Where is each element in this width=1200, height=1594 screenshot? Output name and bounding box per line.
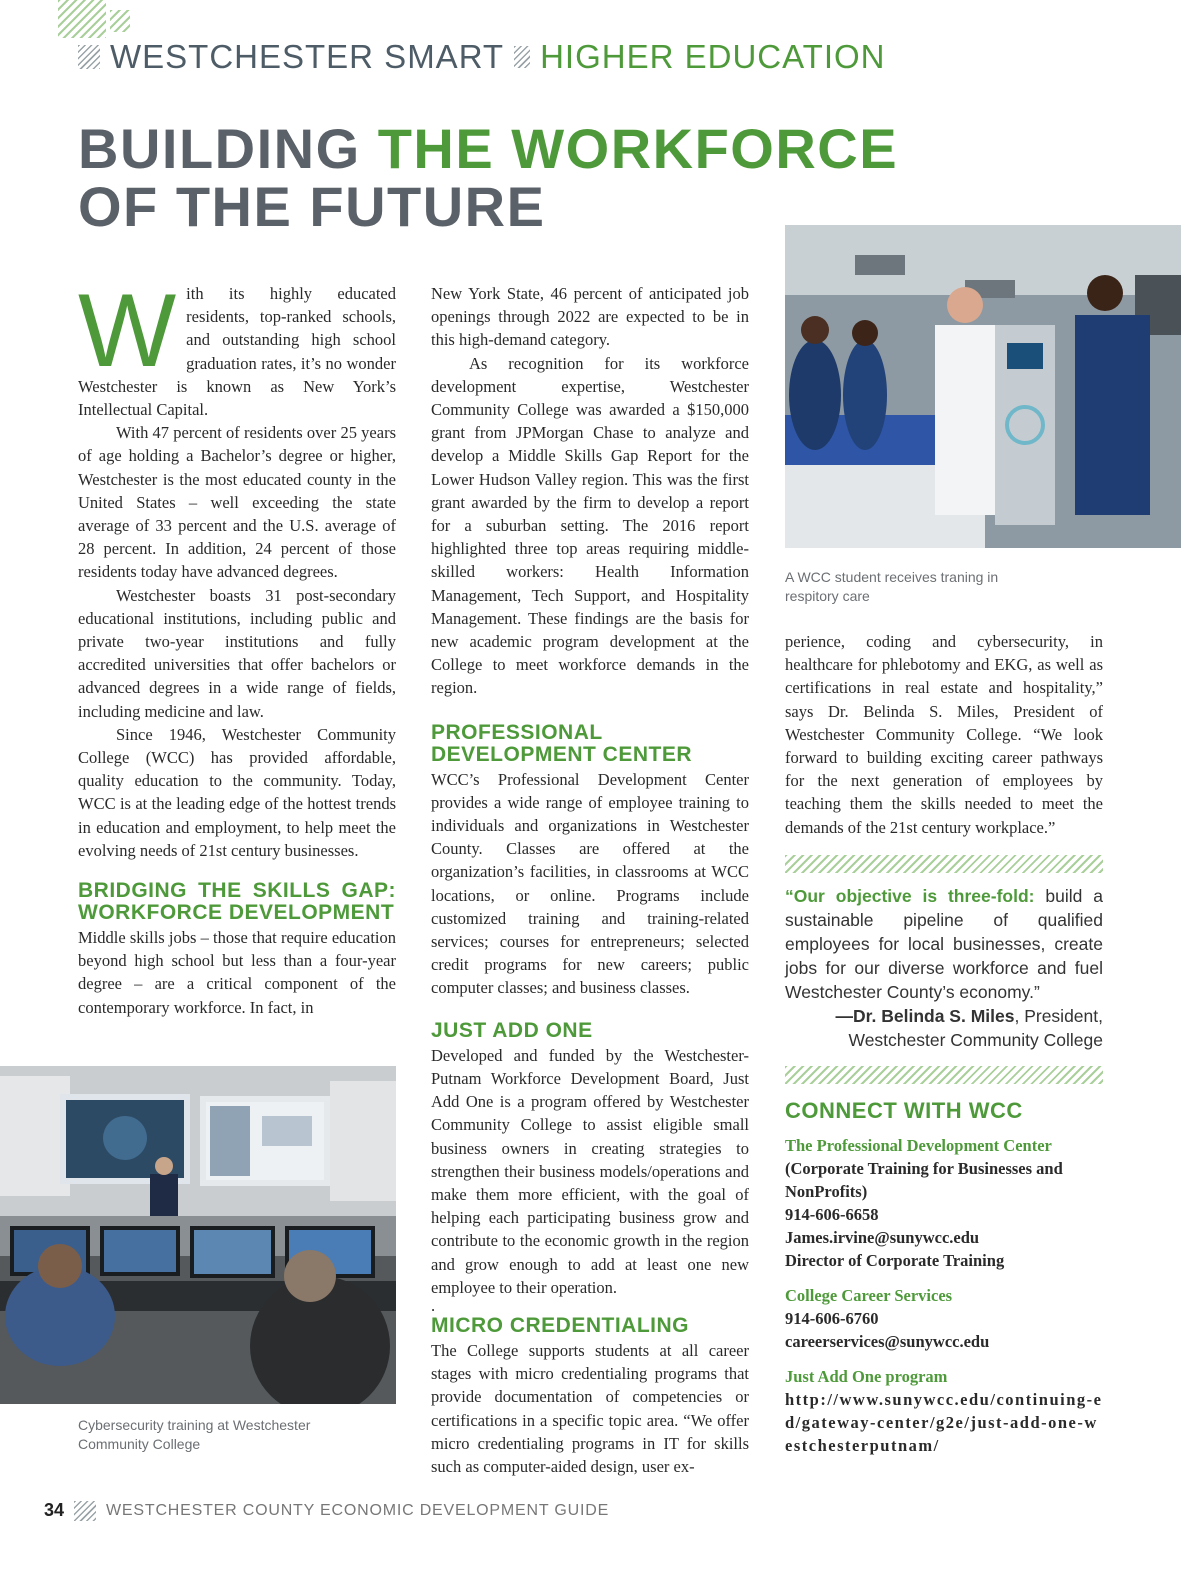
divider-hatch	[785, 1066, 1103, 1084]
header-hatch-icon	[78, 45, 100, 69]
header-right: HIGHER EDUCATION	[540, 38, 886, 75]
title-part3: OF THE FUTURE	[78, 175, 546, 238]
paragraph: perience, coding and cybersecurity, in healthcare for phlebotomy and EKG, as well as certifications in real estate and hospitality,” says Dr. Belinda S. Miles, President of Westchester Community College. “We look forward to building exciting career pathways for the next generation of employees by teaching them the skills needed to meet the demands of the 21st century workplace.”	[785, 632, 1103, 837]
contact-line: (Corporate Training for Businesses and NonProfits)	[785, 1159, 1063, 1201]
footer-separator-icon	[74, 1501, 96, 1521]
header-left: WESTCHESTER SMART	[110, 38, 505, 75]
hospital-photo-illustration	[785, 225, 1181, 548]
contact-phone[interactable]: 914-606-6760	[785, 1309, 879, 1328]
quote-text: build a sustainable pipeline of qualified employees for local businesses, create jobs for our diverse workforce and fuel Westchester County’s economy.”	[785, 886, 1103, 1002]
pull-quote	[785, 884, 1103, 1052]
contact-group-name: Just Add One program	[785, 1367, 948, 1386]
contact-group	[785, 1134, 1115, 1272]
page-number: 34	[44, 1500, 65, 1520]
title-part2: THE WORKFORCE	[377, 117, 899, 180]
title-part1: BUILDING	[78, 117, 378, 180]
contact-email[interactable]: James.irvine@sunywcc.edu	[785, 1228, 980, 1247]
footer-text: WESTCHESTER COUNTY ECONOMIC DEVELOPMENT GUIDE	[106, 1501, 610, 1519]
caption-respiratory-care: A WCC student receives traning in respitory care	[785, 569, 999, 604]
paragraph: As recognition for its workforce development expertise, Westchester Community College was awarded a $150,000 grant from JPMorgan Chase to analyze and develop a Middle Skills Gap Report for the Lower Hudson Valley region. This was the first grant awarded by the firm to develop a report for a suburban setting. The 2016 report highlighted three top areas requiring middle-skilled workers: Health Information Management, Tech Support, and Hospitality Management. These findings are the basis for new academic program development at the College to meet workforce demands in the region.	[431, 353, 749, 698]
contact-phone[interactable]: 914-606-6658	[785, 1205, 879, 1224]
contact-url-link[interactable]: http://www.sunywcc.edu/continuing-ed/gateway-center/g2e/just-add-one-westchesterputnam/	[785, 1390, 1103, 1455]
connect-section	[785, 1098, 1115, 1469]
paragraph: Developed and funded by the Westchester-Putnam Workforce Development Board, Just Add One is a program offered by Westchester Community College to assist eligible small business owners in creating strategies to strengthen their business models/operations and make them more efficient, with the goal of helping each participating business grow and contribute to the economic growth in the region and grow enough to add at least one new employee to their operation.	[431, 1045, 749, 1297]
heading-professional-development: PROFESSIONAL DEVELOPMENT CENTER	[431, 720, 693, 766]
photo-cybersecurity-training	[0, 1066, 396, 1404]
contact-line: Director of Corporate Training	[785, 1251, 1005, 1270]
quote-lead: “Our objective is three-fold:	[785, 886, 1035, 906]
heading-bridging: BRIDGING THE SKILLS GAP: WORKFORCE DEVELOPMENT	[78, 879, 396, 925]
intro-paragraph	[78, 273, 396, 421]
paragraph: The College supports students at all career stages with micro credentialing programs that provide documentation of competencies or certifications in a specific topic area. “We offer micro credentialing programs in IT for skills such as computer-aided design, user ex-	[431, 1340, 749, 1476]
paragraph: With 47 percent of residents over 25 years of age holding a Bachelor’s degree or higher, Westchester is the most educated county in the United States – well exceeding the state average of 33 percent and the U.S. average of 28 percent. In addition, 24 percent of those residents today have advanced degrees.	[78, 423, 396, 582]
drop-cap: W	[78, 273, 177, 389]
paragraph: Since 1946, Westchester Community College (WCC) has provided affordable, quality education to the community. Today, WCC is at the leading edge of the hottest trends in education and employment, to help meet the evolving needs of 21st century businesses.	[78, 724, 396, 860]
contact-group	[785, 1284, 1115, 1353]
quote-author-role: , President,	[1014, 1006, 1103, 1026]
contact-group-name: College Career Services	[785, 1286, 953, 1305]
heading-just-add-one: JUST ADD ONE	[431, 1018, 593, 1042]
contact-group-name: The Professional Development Center	[785, 1136, 1052, 1155]
heading-micro-credentialing: MICRO CREDENTIALING	[431, 1313, 689, 1337]
quote-attribution	[785, 1004, 1103, 1028]
paragraph: WCC’s Professional Development Center provides a wide range of employee training to individuals and organizations in Westchester County. Classes are offered at the organization’s facilities, in classrooms at WCC locations, or online. Programs include customized training and training-related services; courses for entrepreneurs; selected credit programs for new careers; public computer classes; and business classes.	[431, 769, 749, 998]
page-footer	[44, 1500, 609, 1521]
corner-hatch-decoration-small	[110, 10, 130, 32]
quote-author: —Dr. Belinda S. Miles	[835, 1006, 1015, 1026]
section-header	[78, 38, 886, 76]
column-1	[78, 273, 396, 1019]
intro-text: ith its highly educated residents, top-ranked schools, and outstanding high school graduation rates, it’s no wonder Westchester is known as New York’s Intellectual Capital.	[78, 284, 396, 420]
quote-author-org: Westchester Community College	[848, 1030, 1103, 1050]
paragraph: New York State, 46 percent of anticipated job openings through 2022 are expected to be in this high-demand category.	[431, 284, 749, 350]
header-separator-icon	[514, 46, 530, 68]
caption-cybersecurity: Cybersecurity training at Westchester Community College	[78, 1417, 311, 1452]
divider-hatch	[785, 855, 1103, 873]
contact-group	[785, 1365, 1115, 1457]
paragraph: Westchester boasts 31 post-secondary educational institutions, including public and private two-year institutions and fully accredited universities that offer bachelors or advanced degrees in a wide range of fields, including medicine and law.	[78, 585, 396, 721]
photo-respiratory-care	[785, 225, 1181, 548]
contact-email[interactable]: careerservices@sunywcc.edu	[785, 1332, 990, 1351]
classroom-photo-illustration	[0, 1066, 396, 1404]
page-title	[78, 117, 899, 238]
column-3	[785, 630, 1103, 839]
paragraph: Middle skills jobs – those that require education beyond high school but less than a four-year degree – are a critical component of the contemporary workforce. In fact, in	[78, 928, 396, 1017]
connect-title: CONNECT WITH WCC	[785, 1098, 1023, 1123]
column-2	[431, 282, 749, 1478]
stray-dot: .	[431, 1295, 436, 1315]
corner-hatch-decoration	[58, 0, 106, 38]
